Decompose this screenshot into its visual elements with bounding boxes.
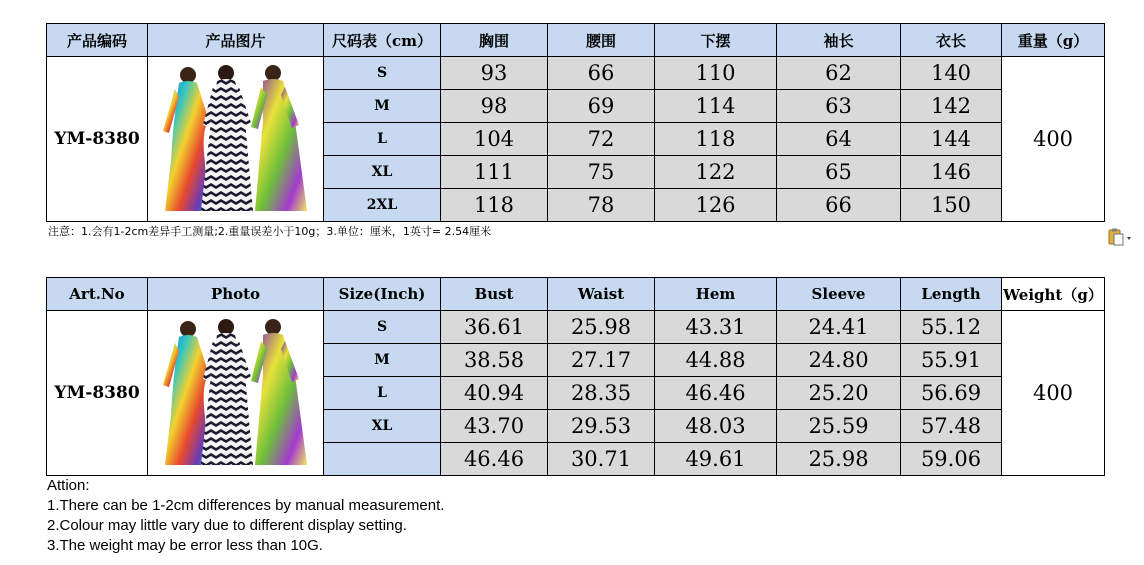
waist-value: 78 [548,189,655,222]
length-value: 59.06 [901,443,1002,476]
product-photo-icon [161,315,311,467]
header-product-photo: 产品图片 [148,24,324,57]
table-row [47,311,1105,344]
bust-value: 118 [441,189,548,222]
size-label: 2XL [324,189,441,222]
sleeve-value: 25.20 [777,377,901,410]
sleeve-value: 66 [777,189,901,222]
sleeve-value: 25.59 [777,410,901,443]
header-waist: 腰围 [548,24,655,57]
bust-value: 111 [441,156,548,189]
header-hem: Hem [655,278,777,311]
length-value: 144 [901,123,1002,156]
product-photo [148,311,324,476]
bust-value: 38.58 [441,344,548,377]
product-code: YM-8380 [47,57,148,222]
header-photo: Photo [148,278,324,311]
size-label [324,443,441,476]
waist-value: 69 [548,90,655,123]
sleeve-value: 65 [777,156,901,189]
waist-value: 75 [548,156,655,189]
hem-value: 43.31 [655,311,777,344]
header-bust: 胸围 [441,24,548,57]
bust-value: 40.94 [441,377,548,410]
length-value: 56.69 [901,377,1002,410]
length-value: 57.48 [901,410,1002,443]
sleeve-value: 24.41 [777,311,901,344]
hem-value: 122 [655,156,777,189]
header-sleeve: 袖长 [777,24,901,57]
hem-value: 114 [655,90,777,123]
bust-value: 98 [441,90,548,123]
weight-value: 400 [1002,311,1105,476]
waist-value: 30.71 [548,443,655,476]
header-size-chart: 尺码表（cm） [324,24,441,57]
waist-value: 28.35 [548,377,655,410]
paste-clipboard-icon[interactable] [1108,228,1134,250]
notes-title: Attion: [47,477,90,494]
header-art-no: Art.No [47,278,148,311]
header-waist: Waist [548,278,655,311]
header-bust: Bust [441,278,548,311]
bust-value: 93 [441,57,548,90]
waist-value: 72 [548,123,655,156]
note-line: 1.There can be 1-2cm differences by manual measurement. [47,497,445,514]
sleeve-value: 62 [777,57,901,90]
size-label: L [324,123,441,156]
length-value: 146 [901,156,1002,189]
header-product-code: 产品编码 [47,24,148,57]
table-header-row [47,278,1105,311]
product-photo [148,57,324,222]
sleeve-value: 25.98 [777,443,901,476]
header-size-inch: Size(Inch) [324,278,441,311]
size-label: XL [324,156,441,189]
size-label: S [324,57,441,90]
header-length: Length [901,278,1002,311]
weight-value: 400 [1002,57,1105,222]
sleeve-value: 24.80 [777,344,901,377]
product-code: YM-8380 [47,311,148,476]
hem-value: 48.03 [655,410,777,443]
size-label: L [324,377,441,410]
hem-value: 110 [655,57,777,90]
header-sleeve: Sleeve [777,278,901,311]
hem-value: 118 [655,123,777,156]
hem-value: 44.88 [655,344,777,377]
note-line: 2.Colour may little vary due to different display setting. [47,517,407,534]
bust-value: 104 [441,123,548,156]
product-photo-icon [161,61,311,213]
size-label: M [324,344,441,377]
note-cn: 注意：1.会有1-2cm差异手工测量;2.重量误差小于10g；3.单位：厘米，1英寸= 2.54厘米 [48,225,492,238]
note-line: 3.The weight may be error less than 10G. [47,537,323,554]
header-weight: 重量（g） [1002,24,1105,57]
size-table-cn [46,23,1105,222]
bust-value: 46.46 [441,443,548,476]
bust-value: 36.61 [441,311,548,344]
notes-en [47,476,444,556]
sleeve-value: 63 [777,90,901,123]
hem-value: 49.61 [655,443,777,476]
length-value: 150 [901,189,1002,222]
waist-value: 29.53 [548,410,655,443]
hem-value: 46.46 [655,377,777,410]
length-value: 140 [901,57,1002,90]
length-value: 55.12 [901,311,1002,344]
waist-value: 27.17 [548,344,655,377]
header-hem: 下摆 [655,24,777,57]
header-length: 衣长 [901,24,1002,57]
table-header-row [47,24,1105,57]
waist-value: 25.98 [548,311,655,344]
hem-value: 126 [655,189,777,222]
bust-value: 43.70 [441,410,548,443]
size-label: M [324,90,441,123]
size-label: S [324,311,441,344]
table-row [47,57,1105,90]
header-weight: Weight（g） [1002,278,1105,311]
sleeve-value: 64 [777,123,901,156]
length-value: 142 [901,90,1002,123]
size-table-en [46,277,1105,476]
size-label: XL [324,410,441,443]
waist-value: 66 [548,57,655,90]
length-value: 55.91 [901,344,1002,377]
